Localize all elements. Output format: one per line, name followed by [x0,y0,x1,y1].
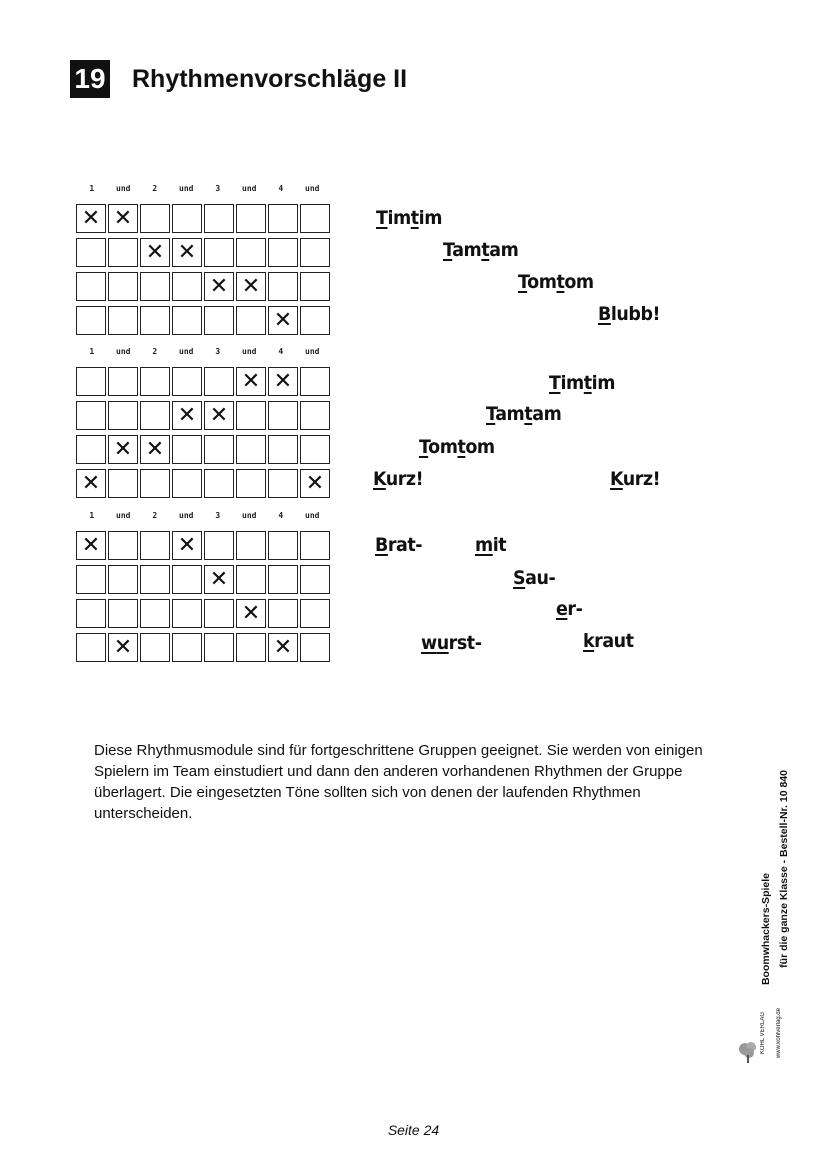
empty-cell [108,401,138,430]
rhythm-word: Timtim [549,372,615,394]
beat-label: und [116,347,131,356]
grid-row [76,401,332,430]
empty-cell [204,367,234,396]
empty-cell [268,531,298,560]
empty-cell [172,367,202,396]
rhythm-word: Tamtam [486,403,562,425]
empty-cell [204,531,234,560]
empty-cell [108,306,138,335]
empty-cell [268,238,298,267]
rhythm-word: er- [556,598,583,620]
empty-cell [140,204,170,233]
empty-cell [76,401,106,430]
beat-label: 2 [152,511,158,520]
empty-cell [300,531,330,560]
empty-cell [76,272,106,301]
page-header [70,60,407,98]
empty-cell [236,565,266,594]
beat-label: 1 [89,511,95,520]
empty-cell [268,565,298,594]
beat-label: 3 [215,347,221,356]
beat-label: 2 [152,184,158,193]
empty-cell [172,469,202,498]
beat-label: und [116,184,131,193]
beat-label: 4 [278,347,284,356]
empty-cell [140,367,170,396]
publisher-name: KOHL VERLAG [760,1012,766,1055]
rhythm-grid [76,531,332,662]
empty-cell [300,238,330,267]
empty-cell [236,204,266,233]
empty-cell [268,272,298,301]
empty-cell [140,599,170,628]
rhythm-block-2 [76,343,332,503]
empty-cell [268,469,298,498]
empty-cell [140,306,170,335]
beat-label: und [305,511,320,520]
empty-cell [236,306,266,335]
beat-label: und [242,511,257,520]
empty-cell [204,599,234,628]
empty-cell [236,435,266,464]
grid-row [76,599,332,628]
empty-cell [76,306,106,335]
empty-cell [108,272,138,301]
marked-cell: ✕ [268,633,298,662]
empty-cell [300,367,330,396]
marked-cell: ✕ [300,469,330,498]
empty-cell [300,633,330,662]
empty-cell [172,306,202,335]
rhythm-word: Brat- [375,534,423,556]
rhythm-word: Tomtom [518,271,594,293]
rhythm-word: Kurz! [610,468,661,490]
marked-cell: ✕ [236,272,266,301]
marked-cell: ✕ [108,435,138,464]
beat-labels [76,180,332,198]
chapter-number-badge: 19 [70,60,110,98]
beat-label: und [179,184,194,193]
rhythm-word: Timtim [376,207,442,229]
empty-cell [236,469,266,498]
empty-cell [236,401,266,430]
empty-cell [108,531,138,560]
empty-cell [76,238,106,267]
grid-row [76,531,332,560]
grid-row [76,469,332,498]
empty-cell [76,599,106,628]
rhythm-word: Sau- [513,567,556,589]
marked-cell: ✕ [108,633,138,662]
description-paragraph: Diese Rhythmusmodule sind für fortgeschrittene Gruppen geeignet. Sie werden von einigen Spielern im Team einstudiert und dann den anderen vorhandenen Rhythmen der Gruppe überlagert. Die eingesetzten Töne sollten sich von denen der laufenden Rhythmen unterscheiden. [94,742,703,822]
empty-cell [300,306,330,335]
grid-row [76,565,332,594]
rhythm-word: Kurz! [373,468,424,490]
empty-cell [172,633,202,662]
beat-label: und [242,347,257,356]
grid-row [76,306,332,335]
marked-cell: ✕ [204,401,234,430]
empty-cell [140,272,170,301]
empty-cell [140,469,170,498]
empty-cell [204,238,234,267]
beat-label: und [179,347,194,356]
empty-cell [76,633,106,662]
empty-cell [300,401,330,430]
empty-cell [236,531,266,560]
marked-cell: ✕ [76,469,106,498]
page-title: Rhythmenvorschläge II [132,64,408,93]
empty-cell [204,633,234,662]
marked-cell: ✕ [236,367,266,396]
beat-label: 3 [215,184,221,193]
sidebar-line-2: für die ganze Klasse - Bestell-Nr. 10 840 [778,770,790,968]
empty-cell [172,272,202,301]
empty-cell [268,401,298,430]
empty-cell [268,204,298,233]
tree-logo-icon [738,1040,758,1064]
grid-row [76,367,332,396]
publisher-sidebar [738,770,798,1070]
empty-cell [268,435,298,464]
sidebar-line-1: Boomwhackers-Spiele [760,873,772,986]
empty-cell [76,435,106,464]
beat-label: und [179,511,194,520]
rhythm-block-3 [76,507,332,667]
rhythm-word: kraut [583,630,634,652]
empty-cell [172,599,202,628]
empty-cell [300,204,330,233]
rhythm-block-1 [76,180,332,340]
beat-labels [76,343,332,361]
rhythm-grid [76,367,332,498]
empty-cell [140,401,170,430]
empty-cell [204,435,234,464]
marked-cell: ✕ [108,204,138,233]
beat-label: 4 [278,511,284,520]
empty-cell [108,367,138,396]
marked-cell: ✕ [172,531,202,560]
beat-label: und [116,511,131,520]
page-number: Seite 24 [387,1122,440,1138]
grid-row [76,204,332,233]
rhythm-word: wurst- [421,632,482,654]
marked-cell: ✕ [76,204,106,233]
marked-cell: ✕ [268,367,298,396]
empty-cell [140,531,170,560]
empty-cell [300,435,330,464]
beat-label: 2 [152,347,158,356]
empty-cell [300,599,330,628]
beat-label: und [305,184,320,193]
beat-label: 4 [278,184,284,193]
empty-cell [108,565,138,594]
marked-cell: ✕ [140,435,170,464]
rhythm-word: mit [475,534,507,556]
grid-row [76,435,332,464]
marked-cell: ✕ [140,238,170,267]
empty-cell [140,565,170,594]
rhythm-grid [76,204,332,335]
marked-cell: ✕ [204,565,234,594]
marked-cell: ✕ [172,238,202,267]
empty-cell [108,469,138,498]
empty-cell [76,565,106,594]
empty-cell [236,238,266,267]
rhythm-word: Blubb! [598,303,661,325]
empty-cell [300,565,330,594]
empty-cell [76,367,106,396]
marked-cell: ✕ [172,401,202,430]
beat-labels [76,507,332,525]
marked-cell: ✕ [236,599,266,628]
empty-cell [268,599,298,628]
rhythm-word: Tamtam [443,239,519,261]
empty-cell [300,272,330,301]
beat-label: 1 [89,347,95,356]
empty-cell [172,565,202,594]
publisher-website: www.kohlverlag.de [776,1008,782,1059]
marked-cell: ✕ [268,306,298,335]
beat-label: 1 [89,184,95,193]
beat-label: und [242,184,257,193]
empty-cell [172,435,202,464]
empty-cell [108,238,138,267]
marked-cell: ✕ [204,272,234,301]
marked-cell: ✕ [76,531,106,560]
empty-cell [236,633,266,662]
grid-row [76,633,332,662]
empty-cell [204,306,234,335]
grid-row [76,272,332,301]
rhythm-word: Tomtom [419,436,495,458]
empty-cell [108,599,138,628]
empty-cell [204,469,234,498]
empty-cell [172,204,202,233]
empty-cell [140,633,170,662]
beat-label: 3 [215,511,221,520]
beat-label: und [305,347,320,356]
empty-cell [204,204,234,233]
grid-row [76,238,332,267]
